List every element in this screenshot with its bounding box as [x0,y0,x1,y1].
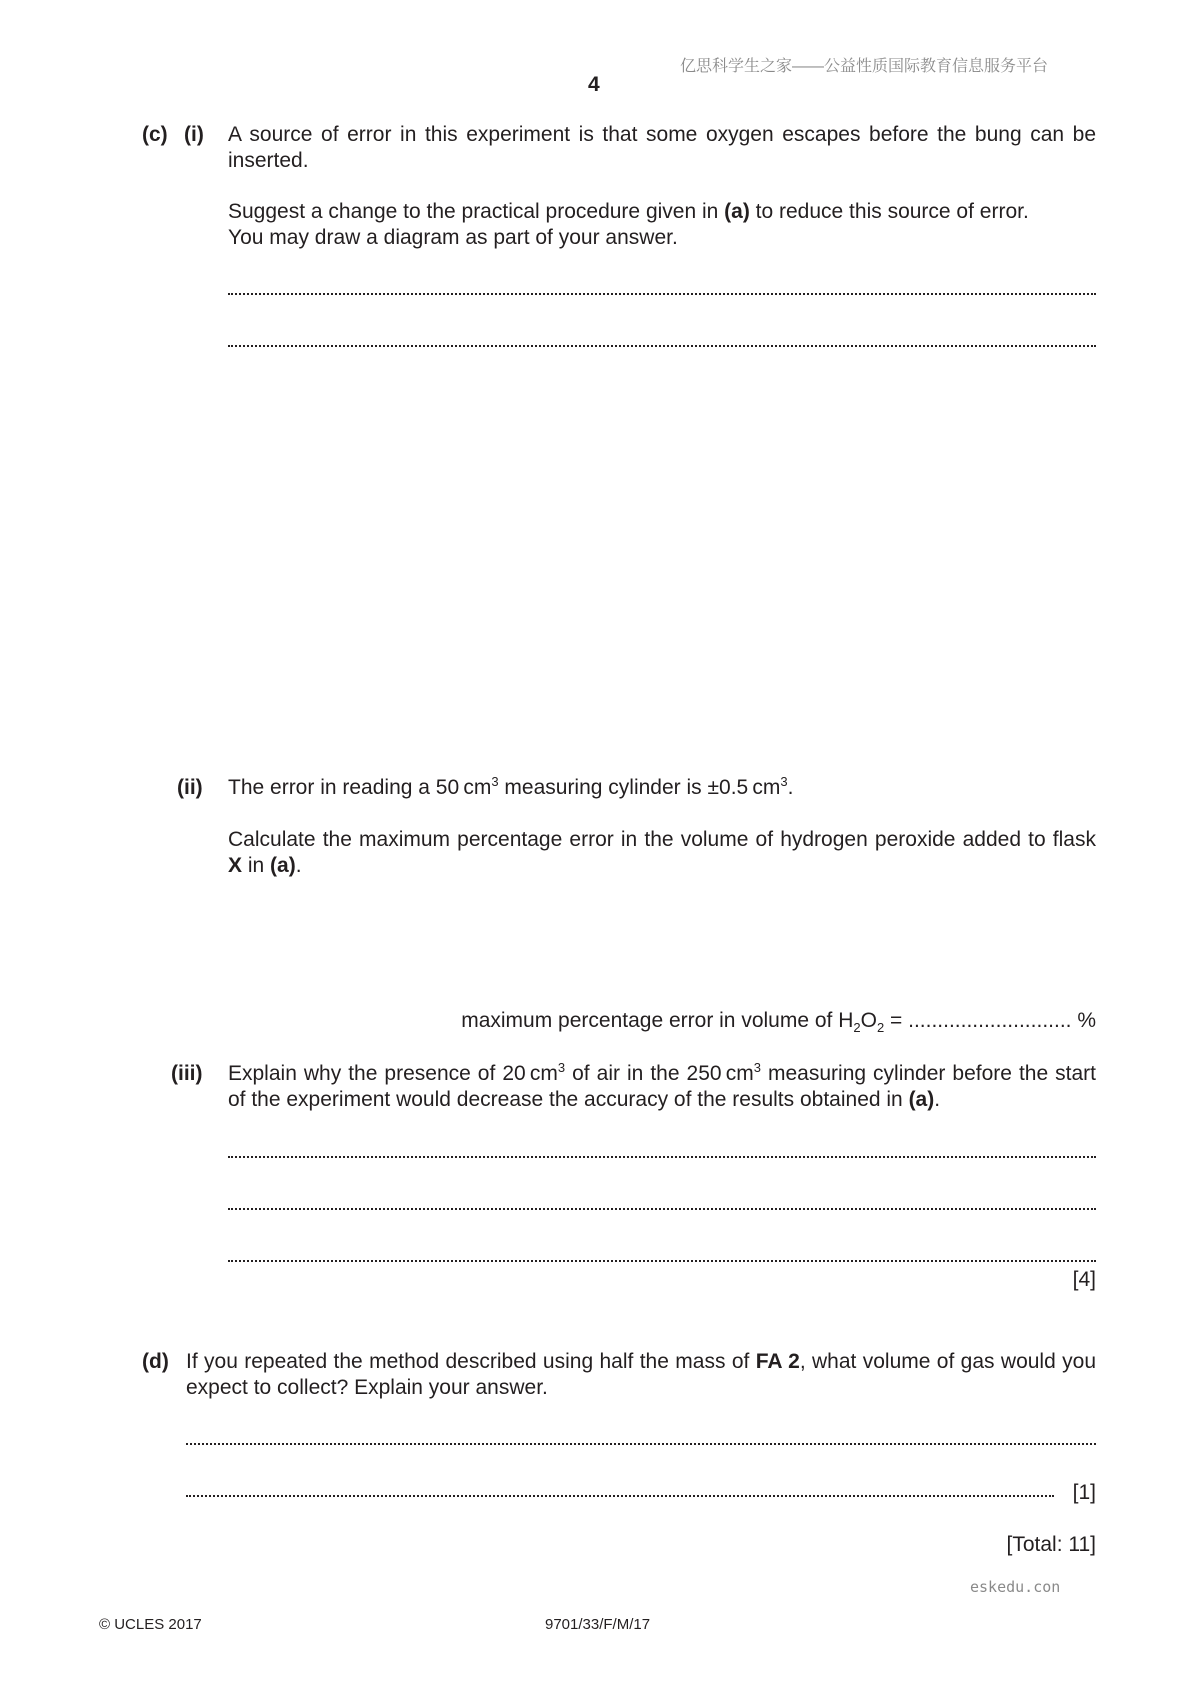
answer-line[interactable] [228,289,1096,295]
question-d-text: If you repeated the method described using half the mass of FA 2, what volume of gas would you expect to collect? Explain your answer. [186,1350,1097,1399]
question-c-i-suggest: Suggest a change to the practical procedure given in (a) to reduce this source of error. You may draw a diagram as part of your answer. [228,200,1029,249]
footer-copyright: © UCLES 2017 [99,1616,202,1633]
answer-line[interactable] [228,341,1096,347]
total-marks: [Total: 11] [1006,1533,1096,1556]
answer-line[interactable] [186,1439,1096,1445]
footer-paper-code: 9701/33/F/M/17 [545,1616,651,1633]
question-c-iii-text: Explain why the presence of 20 $cm^3$ of air in the 250 $cm^3$ measuring cylinder before the start of the experiment would decrease the accuracy of the results obtained in (a). [228,1060,1096,1111]
answer-line[interactable] [228,1256,1096,1262]
marks-c: [4] [1072,1268,1096,1291]
question-c-ii-calculate: Calculate the maximum percentage error in the volume of hydrogen peroxide added to flask X in (a). [228,828,1096,877]
subquestion-label-i: (i) [184,123,204,146]
answer-line[interactable] [228,1204,1096,1210]
question-label-c: (c) [142,123,168,146]
answer-line[interactable] [186,1491,1054,1497]
marks-d: [1] [1072,1481,1096,1504]
answer-percentage-error[interactable]: maximum percentage error in volume of $H_2O_2$ = ............................ % [461,1009,1096,1036]
watermark-chinese: 亿思科学生之家——公益性质国际教育信息服务平台 [680,58,1049,75]
question-c-ii-error: The error in reading a 50 $cm^3$ measuring cylinder is ±0.5 $cm^3$. [228,774,794,799]
question-label-d: (d) [142,1350,169,1373]
subquestion-label-ii: (ii) [177,776,203,799]
subquestion-label-iii: (iii) [171,1062,203,1085]
question-c-i-text: A source of error in this experiment is that some oxygen escapes before the bung can be inserted. [228,123,1096,172]
answer-line[interactable] [228,1152,1096,1158]
page-number: 4 [588,73,600,96]
watermark-english: eskedu.con [970,1578,1061,1596]
